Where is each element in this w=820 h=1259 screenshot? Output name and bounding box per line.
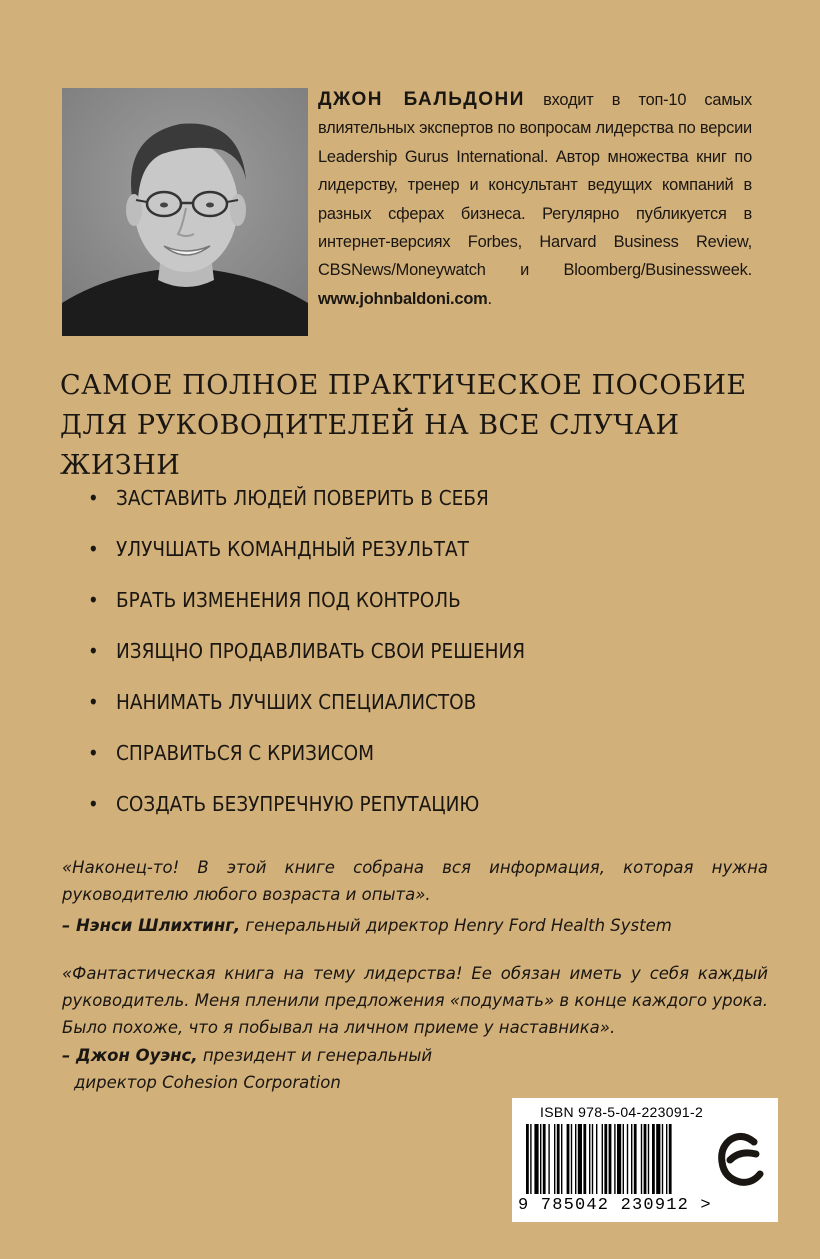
- bullet-list: [88, 478, 525, 835]
- quote-2-role: президент и генеральный: [197, 1046, 433, 1065]
- quote-2-attribution: [62, 1042, 768, 1096]
- bullet-dot-icon: •: [88, 486, 99, 510]
- quote-1-author: – Нэнси Шлихтинг,: [62, 916, 241, 935]
- quote-2: «Фантастическая книга на тему лидерства! Ее обязан иметь у себя каждый руководитель. Меня пленили предложения «подумать» в конце каждого урока. Было похоже, что я побывал на личном приеме у наставника».: [62, 964, 768, 1037]
- bullet-item: • УЛУЧШАТЬ КОМАНДНЫЙ РЕЗУЛЬТАТ: [88, 529, 525, 580]
- headline: [60, 366, 780, 486]
- author-website[interactable]: www.johnbaldoni.com: [318, 289, 488, 308]
- author-name: ДЖОН БАЛЬДОНИ: [318, 89, 525, 110]
- quote-1-attribution: [62, 912, 768, 939]
- bullet-item: • СПРАВИТЬСЯ С КРИЗИСОМ: [88, 733, 525, 784]
- author-bio-end: .: [487, 289, 492, 308]
- bullet-item: • ЗАСТАВИТЬ ЛЮДЕЙ ПОВЕРИТЬ В СЕБЯ: [88, 478, 525, 529]
- author-bio: [318, 86, 752, 313]
- author-bio-text: входит в топ-10 самых влиятельных экспертов по вопросам лидерства по версии Leadership Gurus International. Автор множества книг по лидерству, тренер и консультант ведущих компаний в разных сферах бизнеса. Регулярно публикуется в интернет-версиях Forbes, Harvard Business Review, CBSNews/Moneywatch и Bloomberg/Businessweek.: [318, 91, 752, 280]
- quote-2-role-2: директор Cohesion Corporation: [74, 1073, 341, 1092]
- bullet-item: • БРАТЬ ИЗМЕНЕНИЯ ПОД КОНТРОЛЬ: [88, 580, 525, 631]
- headline-line-1: САМОЕ ПОЛНОЕ ПРАКТИЧЕСКОЕ ПОСОБИЕ: [60, 370, 747, 401]
- barcode-bars: [526, 1124, 716, 1200]
- bullet-item: • ИЗЯЩНО ПРОДАВЛИВАТЬ СВОИ РЕШЕНИЯ: [88, 631, 525, 682]
- publisher-logo-icon: [716, 1128, 766, 1188]
- bullet-dot-icon: •: [88, 639, 99, 663]
- bullet-item: • НАНИМАТЬ ЛУЧШИХ СПЕЦИАЛИСТОВ: [88, 682, 525, 733]
- bullet-dot-icon: •: [88, 792, 99, 816]
- bullet-dot-icon: •: [88, 741, 99, 765]
- isbn-text: ISBN 978-5-04-223091-2: [540, 1104, 704, 1120]
- quote-2-author: – Джон Оуэнс,: [62, 1046, 198, 1065]
- ean-digits: 9 785042 230912 >: [518, 1196, 712, 1215]
- headline-line-2: ДЛЯ РУКОВОДИТЕЛЕЙ НА ВСЕ СЛУЧАИ ЖИЗНИ: [60, 410, 680, 481]
- bullet-dot-icon: •: [88, 537, 99, 561]
- quote-1: «Наконец-то! В этой книге собрана вся информация, которая нужна руководителю любого возраста и опыта».: [62, 858, 768, 904]
- bullet-dot-icon: •: [88, 690, 99, 714]
- bullet-dot-icon: •: [88, 588, 99, 612]
- bullet-item: • СОЗДАТЬ БЕЗУПРЕЧНУЮ РЕПУТАЦИЮ: [88, 784, 525, 835]
- author-photo: [62, 88, 308, 336]
- quote-1-role: генеральный директор Henry Ford Health System: [240, 916, 672, 935]
